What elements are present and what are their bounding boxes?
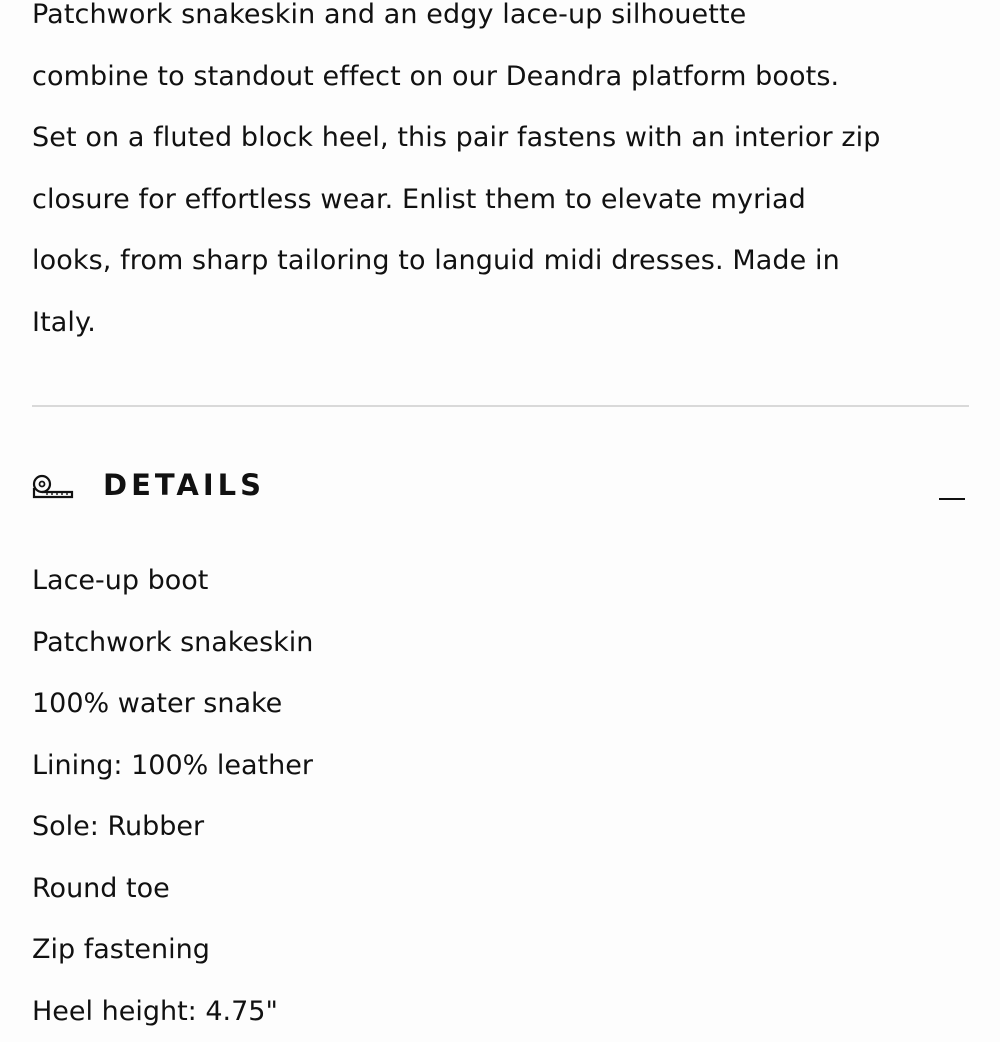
section-divider bbox=[32, 405, 969, 407]
details-list-item: Round toe bbox=[32, 858, 313, 920]
details-list-item: Zip fastening bbox=[32, 919, 313, 981]
details-list-item: Sole: Rubber bbox=[32, 796, 313, 858]
description-line: looks, from sharp tailoring to languid midi dresses. Made in bbox=[32, 245, 840, 276]
details-list-item: Heel height: 4.75" bbox=[32, 981, 313, 1042]
description-line: closure for effortless wear. Enlist them to elevate myriad bbox=[32, 184, 806, 215]
details-list-item: Lace-up boot bbox=[32, 550, 313, 612]
details-accordion-header[interactable] bbox=[32, 458, 969, 518]
details-list-item: Lining: 100% leather bbox=[32, 735, 313, 797]
measuring-tape-icon bbox=[32, 474, 74, 498]
details-list bbox=[32, 550, 313, 1042]
description-line: combine to standout effect on our Deandra platform boots. bbox=[32, 61, 839, 92]
description-line: Set on a fluted block heel, this pair fastens with an interior zip bbox=[32, 122, 880, 153]
details-list-item: Patchwork snakeskin bbox=[32, 612, 313, 674]
description-line: Italy. bbox=[32, 307, 96, 338]
details-title: DETAILS bbox=[103, 465, 265, 505]
details-list-item: 100% water snake bbox=[32, 673, 313, 735]
product-description bbox=[32, 0, 972, 353]
collapse-minus-icon[interactable] bbox=[939, 498, 965, 500]
description-line: Patchwork snakeskin and an edgy lace-up silhouette bbox=[32, 0, 746, 30]
